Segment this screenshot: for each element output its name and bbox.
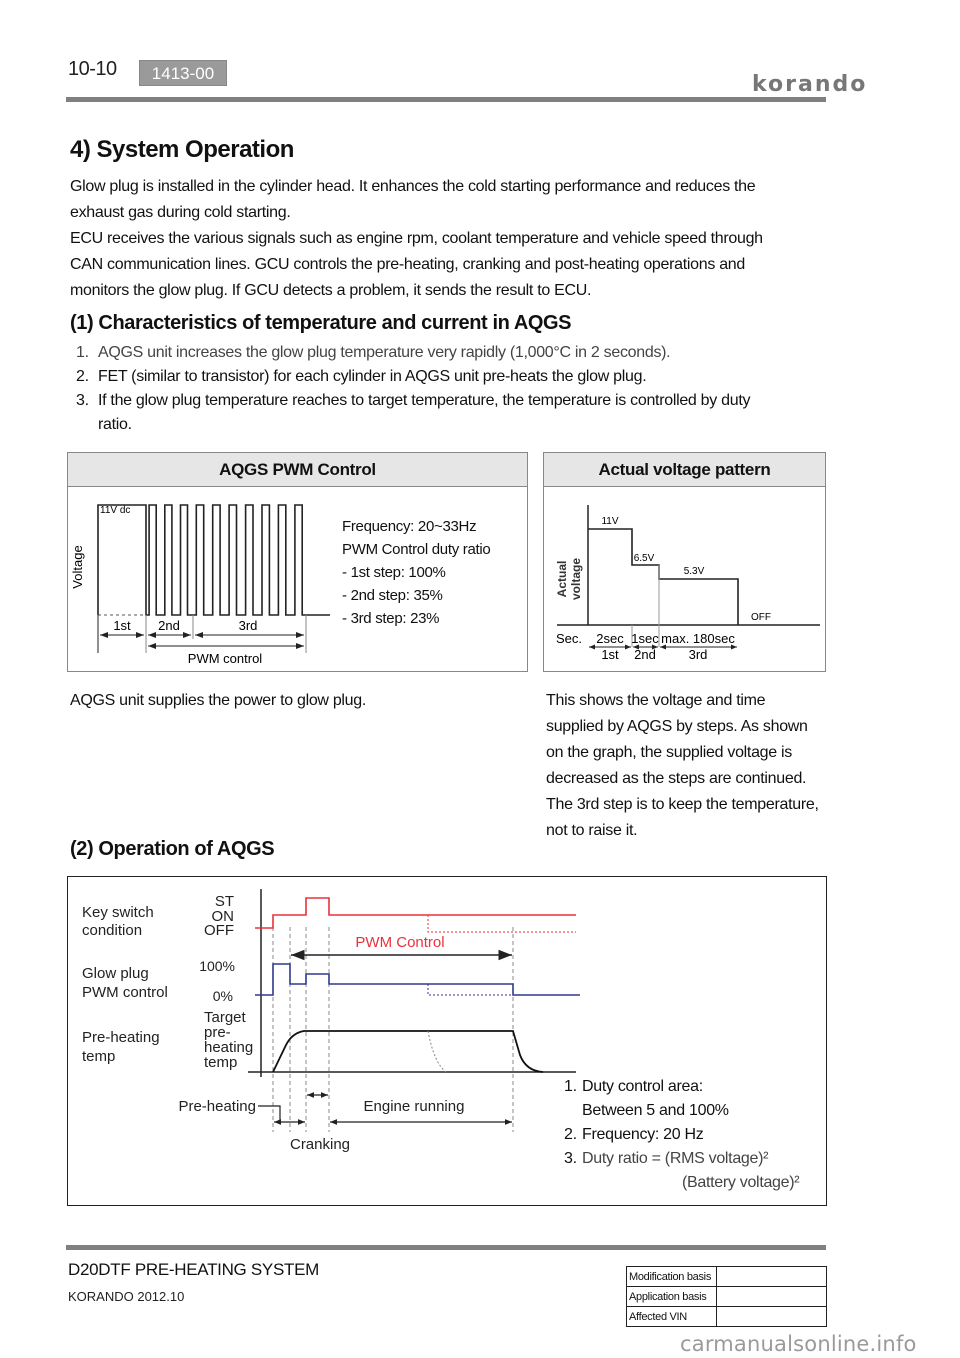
voltage-pattern-panel <box>543 452 826 672</box>
glow-plug-pwm-alt-signal <box>428 984 513 995</box>
note-text: Duty ratio = (RMS voltage)² <box>582 1150 769 1167</box>
step-1-name: 1st <box>601 647 619 662</box>
panel-title: Actual voltage pattern <box>544 453 825 487</box>
note-number: 1. <box>564 1078 577 1095</box>
level-100: 100% <box>199 958 235 974</box>
table-cell-value <box>717 1267 827 1287</box>
pwm-caption: AQGS unit supplies the power to glow plug. <box>70 692 367 709</box>
table-cell-value <box>717 1307 827 1327</box>
footer-title: D20DTF PRE-HEATING SYSTEM <box>68 1260 319 1279</box>
step-label-1st: 1st <box>113 618 131 633</box>
caption-line: This shows the voltage and time <box>546 692 766 709</box>
level-st: ST <box>214 893 234 910</box>
table-cell-label: Modification basis <box>627 1267 717 1287</box>
level-off: OFF <box>204 922 234 939</box>
step-2-voltage: 6.5V <box>633 553 655 564</box>
list-number: 1. <box>76 344 89 361</box>
row-label-glow-plug-2: PWM control <box>82 984 168 1001</box>
list-text: If the glow plug temperature reaches to target temperature, the temperature is controlled by duty ratio. <box>98 392 751 433</box>
step-3-duration: max. 180sec <box>661 631 735 646</box>
intro-line: ECU receives the various signals such as engine rpm, coolant temperature and vehicle speed through <box>70 230 763 247</box>
list-item <box>76 341 816 365</box>
note-text: Frequency: 20 Hz <box>582 1126 704 1143</box>
voltage-step-diagram <box>544 487 824 671</box>
note-line: PWM Control duty ratio <box>342 541 491 558</box>
list-number: 2. <box>76 368 89 385</box>
page-number: 10-10 <box>68 58 117 80</box>
list-text: AQGS unit increases the glow plug temperature very rapidly (1,000°C in 2 seconds). <box>98 344 671 361</box>
row-label-key-switch-2: condition <box>82 922 143 939</box>
preheat-temp-curve <box>273 1031 543 1072</box>
note-line: - 1st step: 100% <box>342 564 446 581</box>
intro-line: Glow plug is installed in the cylinder head. It enhances the cold starting performance and reduces the <box>70 178 756 195</box>
table-cell-label: Application basis <box>627 1287 717 1307</box>
voltage-caption <box>546 688 846 844</box>
note-row <box>564 1123 799 1147</box>
dc-voltage-label: 11V dc <box>100 505 131 516</box>
key-switch-signal <box>255 898 576 928</box>
level-target-2: pre- <box>204 1024 231 1041</box>
pwm-control-panel <box>67 452 528 672</box>
note-text: Duty control area: <box>582 1078 703 1095</box>
y-axis-label-voltage: voltage <box>569 557 583 601</box>
panel-title: AQGS PWM Control <box>68 453 527 487</box>
row-label-preheat-2: temp <box>82 1048 116 1065</box>
operation-notes <box>564 1075 799 1195</box>
preheat-temp-alt-curve <box>428 1031 446 1072</box>
basis-table <box>626 1266 827 1327</box>
list-number: 3. <box>76 392 89 409</box>
caption-line: not to raise it. <box>546 822 638 839</box>
voltage-axis-label: Voltage <box>70 545 85 589</box>
pwm-waveform <box>98 505 330 615</box>
level-target-3: heating <box>204 1039 254 1056</box>
step-3-name: 3rd <box>688 647 708 662</box>
note-number: 2. <box>564 1126 577 1143</box>
step-1-duration: 2sec <box>596 631 624 646</box>
characteristics-heading: (1) Characteristics of temperature and current in AQGS <box>70 312 572 334</box>
header-divider <box>66 97 826 102</box>
y-axis-label-actual: Actual <box>555 560 569 598</box>
note-line: - 2nd step: 35% <box>342 587 443 604</box>
footer-divider <box>66 1245 826 1250</box>
caption-line: decreased as the steps are continued. <box>546 770 807 787</box>
footer-subtitle: KORANDO 2012.10 <box>68 1289 185 1304</box>
level-on: ON <box>211 908 234 925</box>
row-label-preheat: Pre-heating <box>82 1029 160 1046</box>
operation-diagram-box <box>67 876 827 1206</box>
intro-line: monitors the glow plug. If GCU detects a problem, it sends the result to ECU. <box>70 282 592 299</box>
note-line: - 3rd step: 23% <box>342 610 440 627</box>
note-number: 3. <box>564 1150 577 1167</box>
intro-paragraph <box>70 174 830 304</box>
caption-line: supplied by AQGS by steps. As shown <box>546 718 808 735</box>
step-label-3rd: 3rd <box>238 618 258 633</box>
step-label-2nd: 2nd <box>158 618 180 633</box>
list-item <box>76 365 816 389</box>
step-1-voltage: 11V <box>601 516 619 527</box>
glow-plug-pwm-signal <box>255 964 580 995</box>
korando-logo: korando <box>752 72 868 97</box>
note-row <box>564 1147 799 1171</box>
row-label-glow-plug: Glow plug <box>82 965 149 982</box>
voltage-step-line <box>588 529 738 625</box>
note-row <box>564 1075 799 1099</box>
off-label: OFF <box>751 612 771 623</box>
pwm-control-text: PWM Control <box>355 934 445 951</box>
table-cell-value <box>717 1287 827 1307</box>
watermark: carmanualsonline.info <box>680 1332 917 1356</box>
table-row <box>627 1287 827 1307</box>
step-2-duration: 1sec <box>631 631 659 646</box>
key-switch-alt-signal <box>428 915 576 932</box>
section-code-badge: 1413-00 <box>139 60 227 86</box>
operation-heading: (2) Operation of AQGS <box>70 838 275 860</box>
note-line: Frequency: 20~33Hz <box>342 518 477 535</box>
level-target-1: Target <box>204 1009 246 1026</box>
section-title: 4) System Operation <box>70 136 294 163</box>
intro-line: CAN communication lines. GCU controls the pre-heating, cranking and post-heating operations and <box>70 256 745 273</box>
phase-preheating-label: Pre-heating <box>178 1098 256 1115</box>
caption-line: on the graph, the supplied voltage is <box>546 744 792 761</box>
preheating-leader <box>258 1106 280 1121</box>
list-text: FET (similar to transistor) for each cylinder in AQGS unit pre-heats the glow plug. <box>98 368 647 385</box>
table-cell-label: Affected VIN <box>627 1307 717 1327</box>
characteristics-list <box>76 341 816 437</box>
level-0: 0% <box>212 988 233 1004</box>
level-target-4: temp <box>204 1054 238 1071</box>
list-item <box>76 389 816 437</box>
note-text-continued: Between 5 and 100% <box>582 1102 729 1119</box>
phase-cranking-label: Cranking <box>289 1136 351 1153</box>
pwm-control-label: PWM control <box>187 651 263 666</box>
table-row <box>627 1267 827 1287</box>
sec-label: Sec. <box>556 631 583 646</box>
row-label-key-switch: Key switch <box>82 904 154 921</box>
step-2-name: 2nd <box>634 647 656 662</box>
intro-line: exhaust gas during cold starting. <box>70 204 291 221</box>
pwm-notes <box>342 515 490 630</box>
step-3-voltage: 5.3V <box>683 566 705 577</box>
table-row <box>627 1307 827 1327</box>
caption-line: The 3rd step is to keep the temperature, <box>546 796 819 813</box>
duty-ratio-denominator: (Battery voltage)² <box>682 1174 800 1191</box>
phase-engine-running-label: Engine running <box>363 1098 465 1115</box>
